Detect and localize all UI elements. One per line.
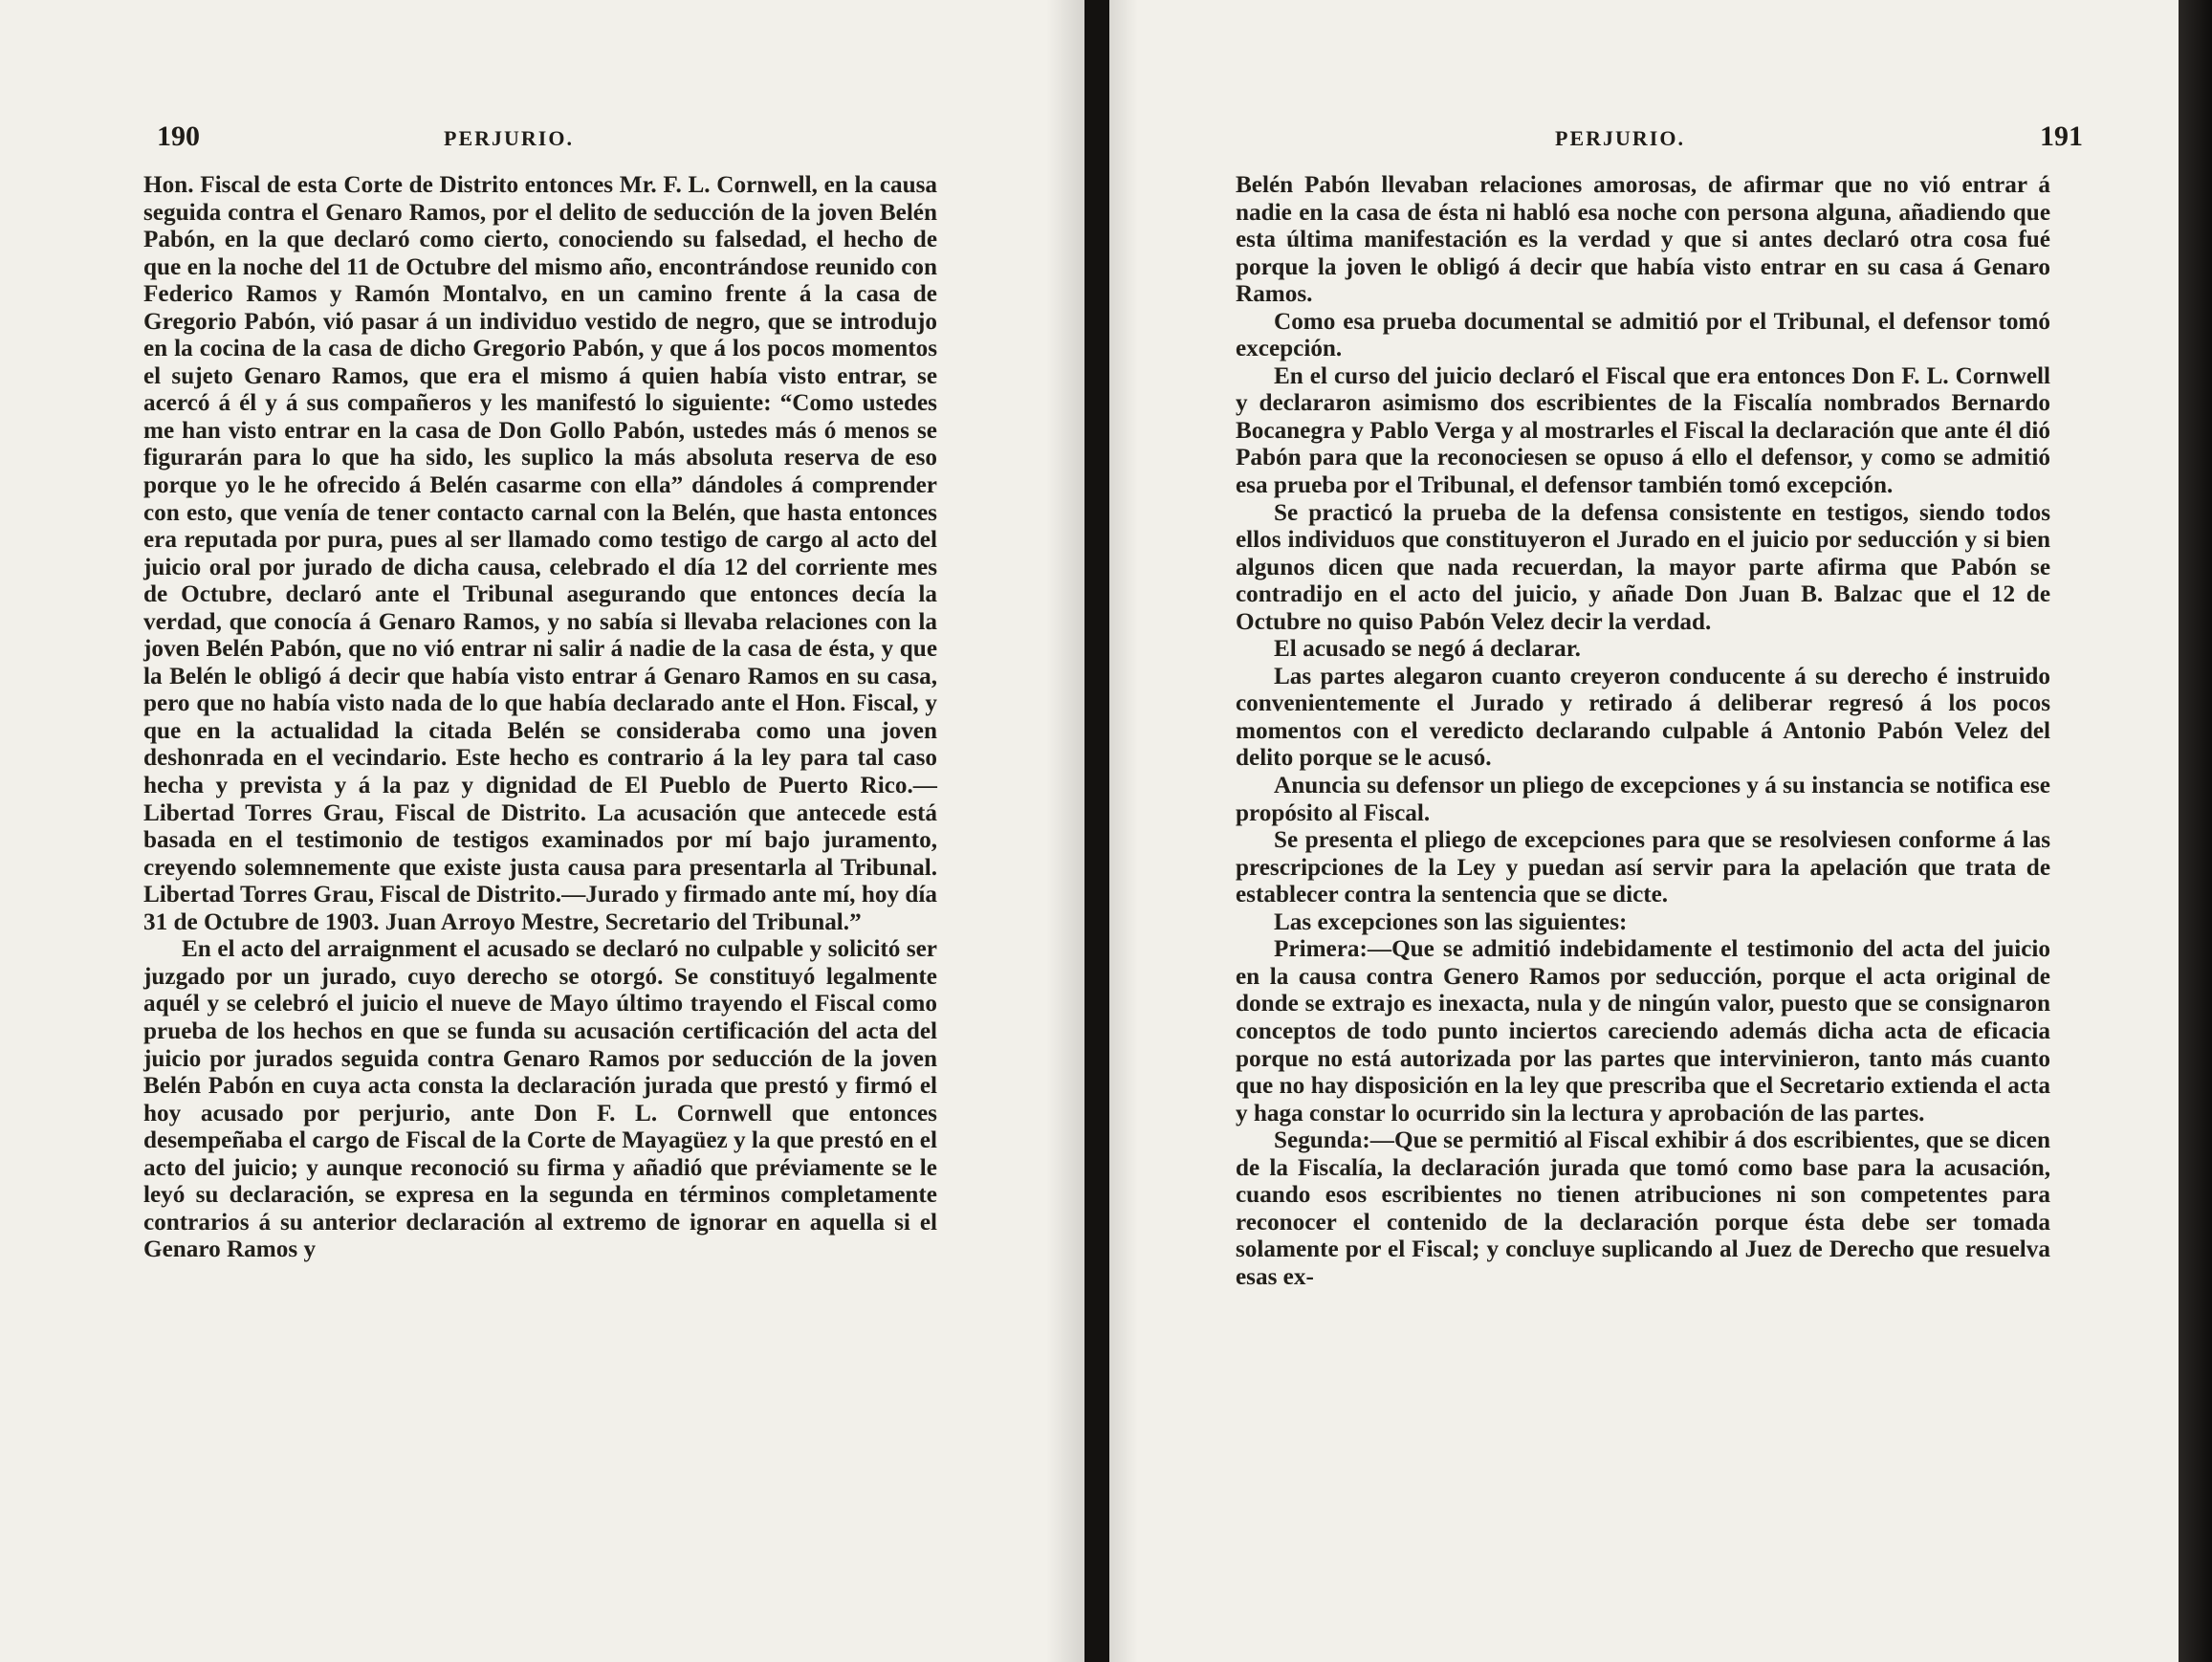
paragraph: Anuncia su defensor un pliego de excepciones y á su instancia se notifica ese propósito al Fiscal.: [1236, 773, 2050, 826]
right-page: [1109, 0, 2179, 1662]
paragraph: Las excepciones son las siguientes:: [1274, 908, 1628, 935]
running-head: [0, 120, 1084, 159]
page-body: [143, 172, 937, 1264]
paragraph: Hon. Fiscal de esta Corte de Distrito entonces Mr. F. L. Cornwell, en la causa seguida contra el Genaro Ramos, por el delito de seducción de la joven Belén Pabón, en la que declaró como cierto, conociendo su falsedad, el hecho de que en la noche del 11 de Octubre del mismo año, encontrándose reunido con Federico Ramos y Ramón Montalvo, en un camino frente á la casa de Gregorio Pabón, vió pasar á un individuo vestido de negro, que se introdujo en la cocina de la casa de dicho Gregorio Pabón, y que á los pocos momentos el sujeto Genaro Ramos, que era el mismo á quien había visto entrar, se acercó á él y á sus compañeros y les manifestó lo siguiente: “Como ustedes me han visto entrar en la casa de Don Gollo Pabón, ustedes más ó menos se figurarán para lo que ha sido, les suplico la más absoluta reserva de eso porque yo le he ofrecido á Belén casarme con ella” dándoles á comprender con esto, que venía de tener contacto carnal con la Belén, que hasta entonces era reputada por pura, pues al ser llamado como testigo de cargo al acto del juicio oral por jurado de dicha causa, celebrado el día 12 del corriente mes de Octubre, declaró ante el Tribunal asegurando que entonces decía la verdad, que conocía á Genaro Ramos, y no sabía si llevaba relaciones con la joven Belén Pabón, que no vió entrar ni salir á nadie de la casa de ésta, y que la Belén le obligó á decir que había visto entrar á Genaro Ramos en su casa, pero que no había visto nada de lo que había declarado ante el Hon. Fiscal, y que en la actualidad la citada Belén se consideraba como una joven deshonrada en el vecindario. Este hecho es contrario á la ley para tal caso hecha y prevista y á la paz y dignidad de El Pueblo de Puerto Rico.—Libertad Torres Grau, Fiscal de Distrito. La acusación que antecede está basada en el testimonio de testigos examinados por mí bajo juramento, creyendo solemnemente que existe justa causa para presentarla al Tribunal. Libertad Torres Grau, Fiscal de Distrito.—Jurado y firmado ante mí, hoy día 31 de Octubre de 1903. Juan Arroyo Mestre, Secretario del Tribunal.”: [143, 172, 937, 935]
paragraph: Segunda:—Que se permitió al Fiscal exhibir á dos escribientes, que se dicen de la Fiscalía, la declaración jurada que tomó como base para la acusación, cuando esos escribientes no tienen atribuciones ni son competentes para reconocer el contenido de la declaración porque ésta debe ser tomada solamente por el Fiscal; y concluye suplicando al Juez de Derecho que resuelva esas ex-: [1236, 1127, 2050, 1290]
left-page: [0, 0, 1084, 1662]
page-number: 190: [157, 120, 200, 152]
paragraph: Como esa prueba documental se admitió por el Tribunal, el defensor tomó excepción.: [1236, 308, 2050, 362]
running-head-title: PERJURIO.: [1555, 126, 1685, 150]
paragraph: En el curso del juicio declaró el Fiscal que era entonces Don F. L. Cornwell y declararon asimismo dos escribientes de la Fiscalía nombrados Bernardo Bocanegra y Pablo Verga y al mostrarles el Fiscal la declaración que ante él dió Pabón para que la reconociesen se opuso á ello el defensor, y como se admitió esa prueba por el Tribunal, el defensor también tomó excepción.: [1236, 362, 2050, 499]
paragraph: Las partes alegaron cuanto creyeron conducente á su derecho é instruido convenientemente el Jurado y retirado á deliberar regresó á los pocos momentos con el veredicto declarando culpable á Antonio Pabón Velez del delito porque se le acusó.: [1236, 663, 2050, 772]
paragraph: Se presenta el pliego de excepciones para que se resolviesen conforme á las prescripciones de la Ley y puedan así servir para la apelación que trata de establecer contra la sentencia que se dicte.: [1236, 827, 2050, 908]
running-head: [1109, 120, 2179, 159]
book-edge: [2179, 0, 2212, 1662]
running-head-title: PERJURIO.: [444, 126, 574, 150]
page-body: [1236, 172, 2050, 1291]
paragraph: Primera:—Que se admitió indebidamente el testimonio del acta del juicio en la causa contra Genero Ramos por seducción, porque el acta original de donde se extrajo es inexacta, nula y de ningún valor, puesto que se consignaron conceptos de todo punto inciertos careciendo además dicha acta de eficacia porque no está autorizada por las partes que intervinieron, tanto más cuanto que no hay disposición en la ley que prescriba que el Secretario extienda el acta y haga constar lo ocurrido sin la lectura y aprobación de las partes.: [1236, 936, 2050, 1126]
page-number: 191: [2040, 120, 2083, 152]
paragraph: El acusado se negó á declarar.: [1274, 636, 1581, 663]
paragraph: En el acto del arraignment el acusado se declaró no culpable y solicitó ser juzgado por un jurado, cuyo derecho se otorgó. Se constituyó legalmente aquél y se celebró el juicio el nueve de Mayo último trayendo el Fiscal como prueba de los hechos en que se funda su acusación certificación del acta del juicio por jurados seguida contra Genaro Ramos por seducción de la joven Belén Pabón en cuya acta consta la declaración jurada que prestó y firmó el hoy acusado por perjurio, ante Don F. L. Cornwell que entonces desempeñaba el cargo de Fiscal de la Corte de Mayagüez y la que prestó en el acto del juicio; y aunque reconoció su firma y añadió que préviamente se le leyó su declaración, se expresa en la segunda en términos completamente contrarios á su anterior declaración al extremo de ignorar en aquella si el Genaro Ramos y: [143, 936, 937, 1263]
paragraph: Se practicó la prueba de la defensa consistente en testigos, siendo todos ellos individuos que constituyeron el Jurado en el juicio por seducción y si bien algunos dicen que nada recuerdan, la mayor parte afirma que Pabón se contradijo en el acto del juicio, y añade Don Juan B. Balzac que el 12 de Octubre no quiso Pabón Velez decir la verdad.: [1236, 499, 2050, 635]
book-gutter: [1084, 0, 1109, 1662]
paragraph: Belén Pabón llevaban relaciones amorosas, de afirmar que no vió entrar á nadie en la casa de ésta ni habló esa noche con persona alguna, añadiendo que esta última manifestación es la verdad y que si antes declaró otra cosa fué porque la joven le obligó á decir que había visto entrar en su casa á Genaro Ramos.: [1236, 172, 2050, 308]
